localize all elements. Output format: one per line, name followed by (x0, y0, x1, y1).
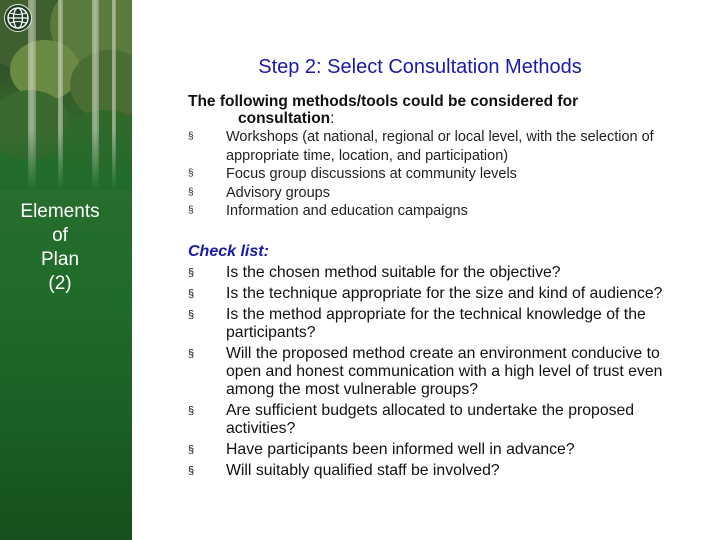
checklist-text: Will suitably qualified staff be involved? (226, 462, 500, 479)
checklist-text: Will the proposed method create an environment conducive to open and honest communication with a high level of trust even among the most vulnerable groups? (226, 345, 663, 398)
bullet-icon: § (188, 131, 194, 142)
list-item (188, 345, 688, 399)
section-title-line: Elements (20, 201, 100, 222)
list-item (188, 441, 688, 459)
list-item (188, 306, 688, 342)
list-item (188, 184, 688, 203)
list-item (188, 462, 688, 480)
intro-line-1: The following methods/tools could be considered for (188, 93, 579, 110)
bullet-icon: § (188, 444, 195, 456)
checklist-text: Is the technique appropriate for the size and kind of audience? (226, 285, 663, 302)
bullet-icon: § (188, 186, 194, 198)
left-panel (0, 0, 132, 540)
section-title-line: (2) (48, 273, 72, 294)
bullet-icon: § (188, 405, 195, 417)
method-text: Workshops (at national, regional or local level, with the selection of appropriate time, location, and participation) (226, 129, 654, 164)
globe-icon (4, 4, 32, 32)
section-title (0, 200, 120, 296)
bullet-icon: § (188, 309, 195, 321)
checklist-heading: Check list: (188, 243, 269, 260)
checklist-text: Are sufficient budgets allocated to undertake the proposed activities? (226, 402, 635, 437)
checklist (188, 264, 688, 483)
bullet-icon: § (188, 168, 194, 179)
bullet-icon: § (188, 267, 195, 279)
bullet-icon: § (188, 288, 195, 300)
section-title-line: of (52, 225, 68, 246)
slide-title: Step 2: Select Consultation Methods (258, 56, 582, 78)
list-item (188, 165, 688, 184)
methods-list (188, 128, 688, 221)
list-item (188, 202, 688, 221)
list-item (188, 285, 688, 303)
list-item (188, 264, 688, 282)
section-title-line: Plan (40, 249, 80, 270)
bullet-icon: § (188, 205, 194, 216)
list-item (188, 128, 688, 165)
bullet-icon: § (188, 348, 195, 360)
checklist-text: Have participants been informed well in advance? (226, 441, 575, 458)
bullet-icon: § (188, 465, 195, 477)
method-text: Advisory groups (226, 184, 330, 201)
list-item (188, 402, 688, 438)
intro-line-2 (188, 110, 688, 127)
checklist-text: Is the method appropriate for the technical knowledge of the participants? (226, 306, 646, 341)
intro-text (188, 93, 688, 127)
intro-line-2-text: consultation (238, 110, 331, 127)
method-text: Focus group discussions at community levels (226, 166, 517, 182)
intro-colon: : (330, 110, 335, 127)
checklist-text: Is the chosen method suitable for the objective? (226, 264, 561, 281)
method-text: Information and education campaigns (226, 203, 468, 219)
